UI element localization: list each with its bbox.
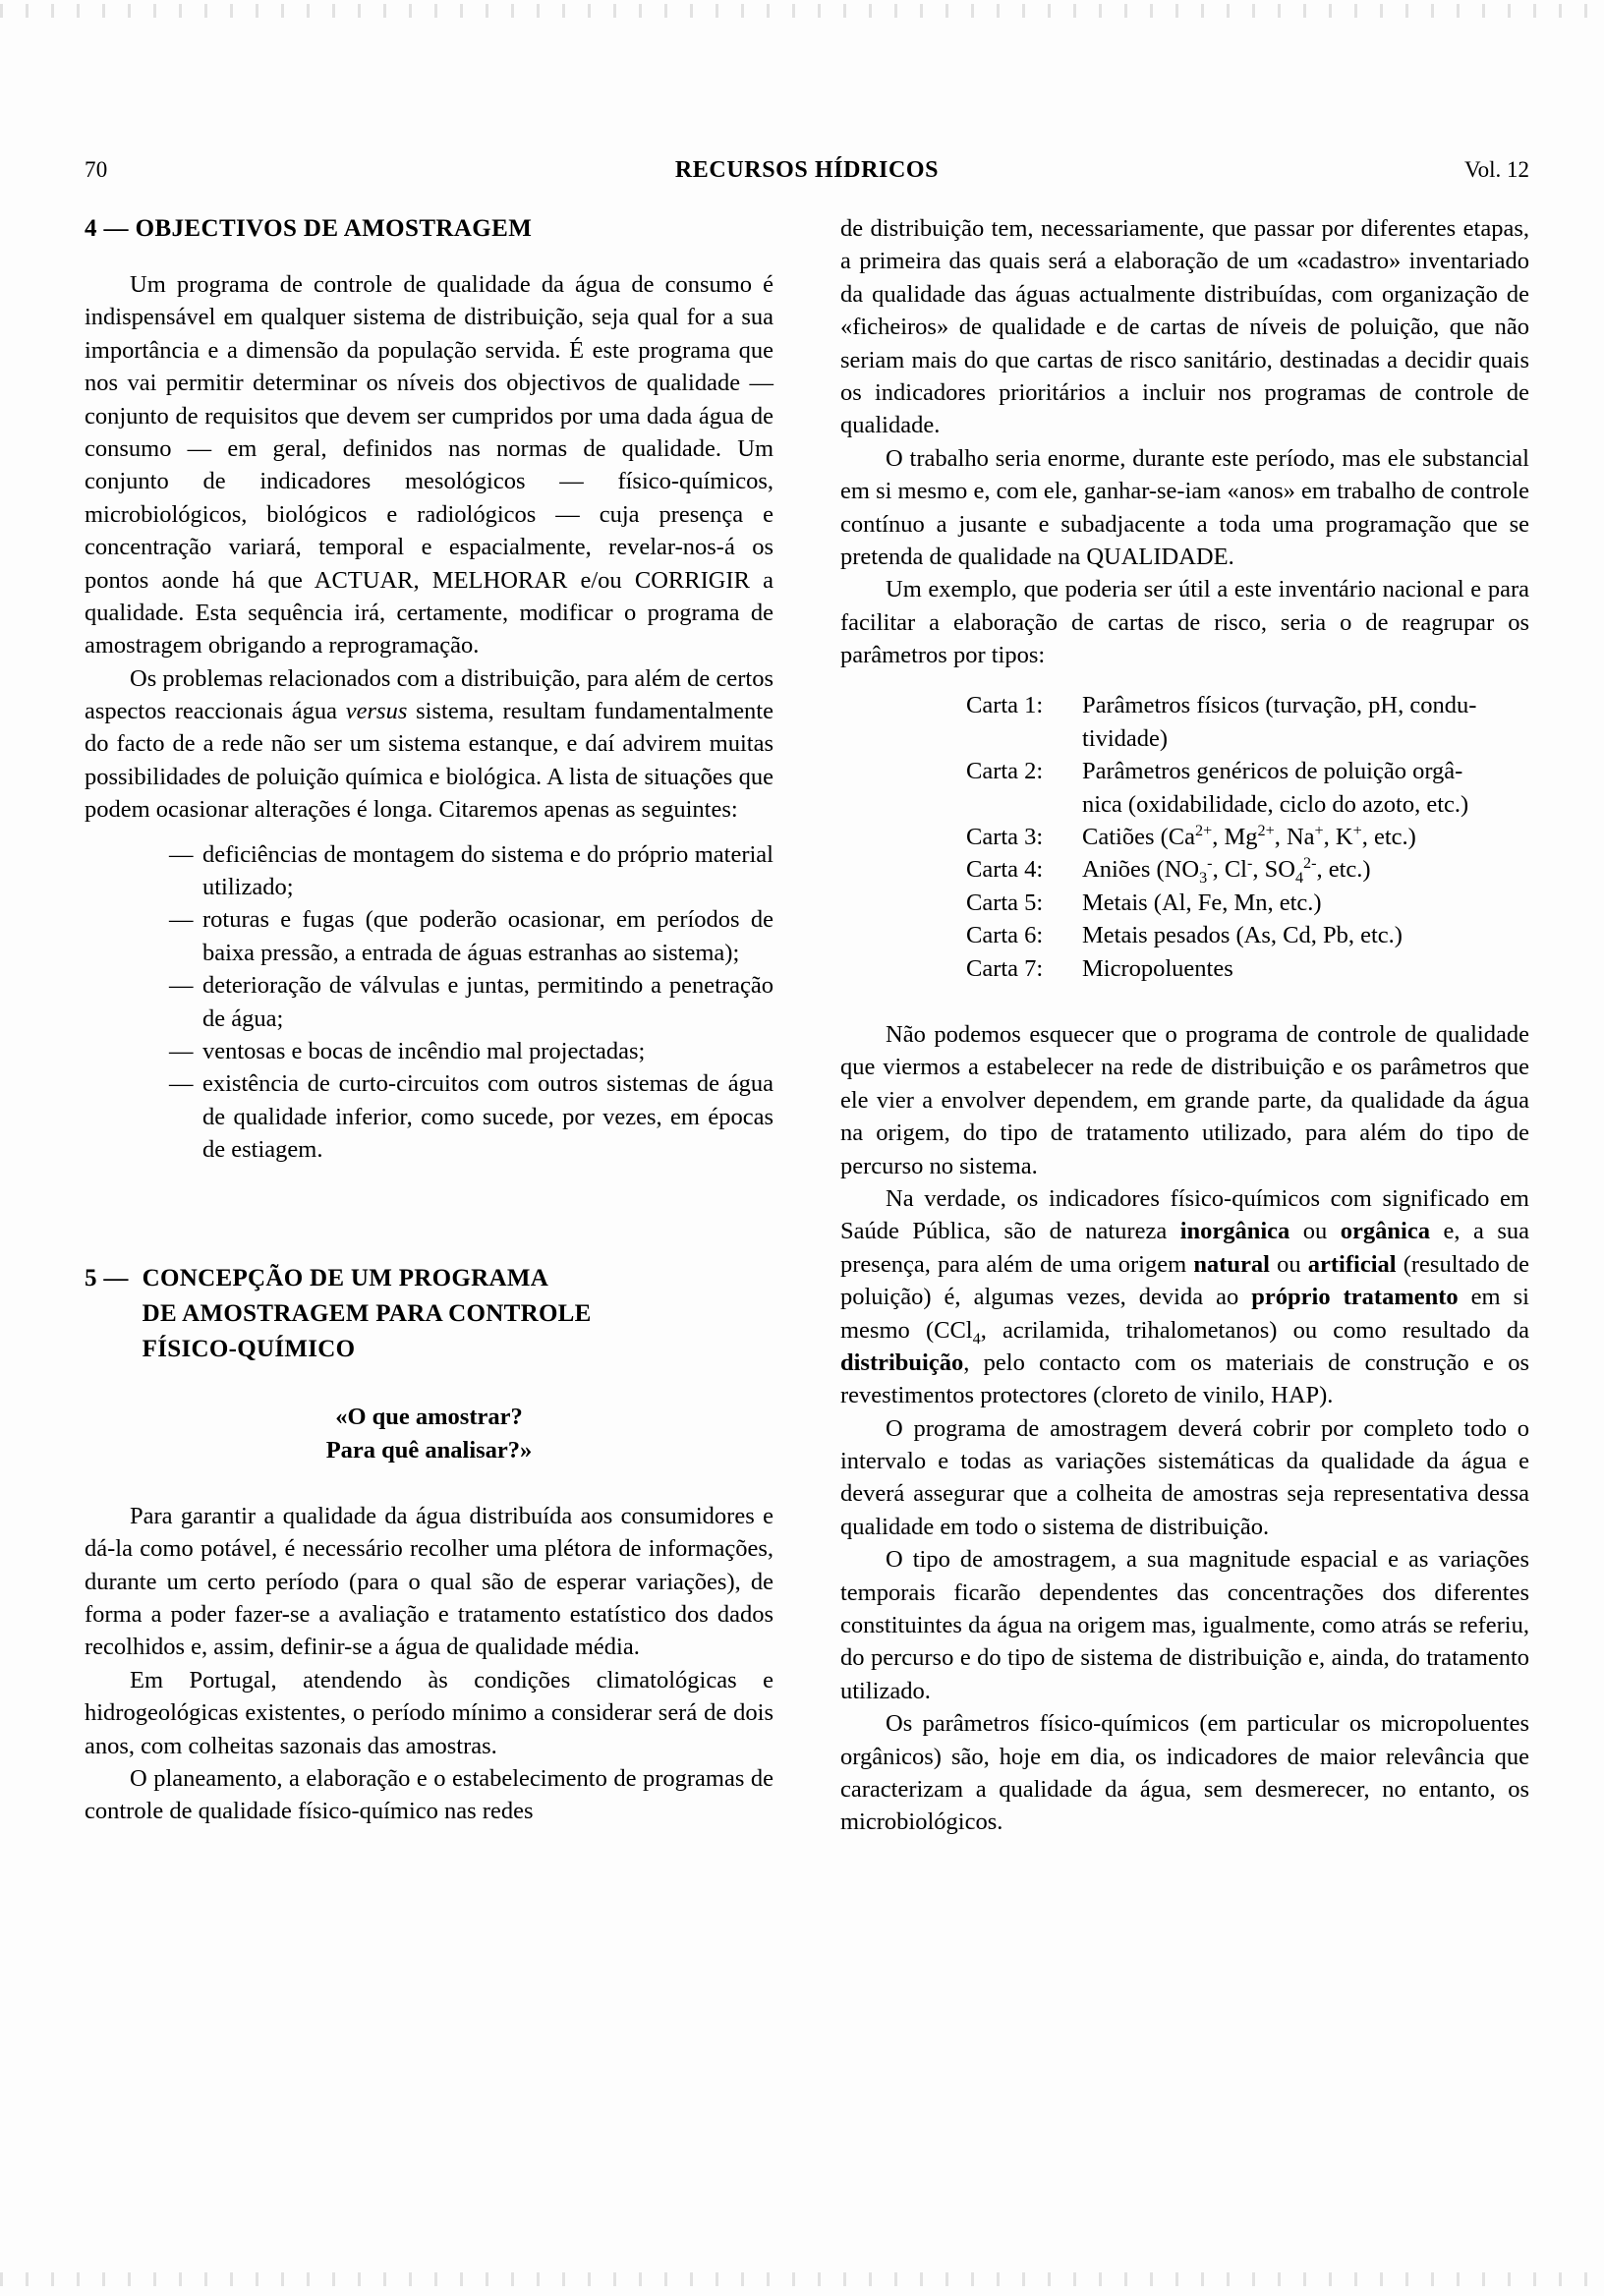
dash-marker: — [169, 1070, 194, 1098]
charge-superscript: 2- [1303, 855, 1317, 873]
carta-list [840, 689, 1529, 985]
section-5-title [143, 1261, 592, 1368]
carta-description: Micropoluentes [1082, 954, 1233, 982]
carta-description: Catiões ($Ca^{2+}$, $Mg^{2+}$, Na+, K+, etc.) [1082, 822, 1416, 851]
charge-superscript: + [1352, 822, 1362, 839]
list-item-text: ventosas e bocas de incêndio mal projectadas; [202, 1037, 646, 1064]
spacer [85, 1466, 773, 1500]
carta-item [966, 952, 1529, 985]
spacer [840, 671, 1529, 689]
dash-marker: — [169, 840, 194, 868]
list-item-text: roturas e fugas (que poderão ocasionar, em períodos de baixa pressão, a entrada de águas estranhas ao sistema); [202, 906, 773, 966]
r5-text-2: ou [1289, 1218, 1341, 1245]
carta-item [966, 919, 1529, 951]
carta-description [1082, 755, 1529, 821]
page-number: 70 [85, 157, 108, 182]
formula-subscript: 4 [1294, 870, 1304, 888]
list-item [169, 1067, 773, 1166]
quoted-subtitle-line-1: «O que amostrar? [335, 1404, 523, 1431]
carta-label: Carta 4: [966, 856, 1044, 884]
quoted-subtitle-line-2: Para quê analisar?» [325, 1436, 533, 1464]
r5-bold-artificial: artificial [1307, 1250, 1397, 1278]
r5-text-5: (resultado de poluição) é, algumas vezes, devida ao [840, 1250, 1529, 1311]
r5-bold-natural: natural [1193, 1250, 1270, 1278]
carta-description-line-2: nica (oxidabilidade, ciclo do azoto, etc.) [1082, 790, 1469, 818]
dash-marker: — [169, 1037, 194, 1064]
paragraph-r3: Um exemplo, que poderia ser útil a este inventário nacional e para facilitar a elaboração de cartas de risco, seria o de reagrupar os parâmetros por tipos: [840, 576, 1529, 669]
section-5-title-line-3: FÍSICO-QUÍMICO [142, 1336, 356, 1363]
charge-superscript: - [1246, 855, 1253, 873]
r5-bold-distribuicao: distribuição [840, 1349, 964, 1376]
paragraph-l2-italic: versus [345, 698, 408, 725]
left-column [85, 212, 773, 1839]
volume-label: Vol. 12 [1463, 157, 1529, 182]
paragraph-r1: de distribuição tem, necessariamente, que passar por diferentes etapas, a primeira das quais será a elaboração de um «cadastro» inventariado da qualidade das águas actualmente distribuídas, com organização de «ficheiros» de qualidade e de cartas de níveis de poluição, que não seriam mais do que cartas de risco sanitário, destinadas a decidir quais os indicadores prioritários a incluir nos programas de controle de qualidade. [840, 215, 1529, 439]
carta-label: Carta 3: [966, 824, 1044, 851]
list-item [169, 838, 773, 904]
carta-label: Carta 7: [966, 954, 1044, 982]
problem-list [85, 838, 773, 1167]
section-5-title-line-2: DE AMOSTRAGEM PARA CONTROLE [142, 1299, 592, 1327]
charge-superscript: 2+ [1195, 822, 1213, 839]
section-4-title: OBJECTIVOS DE AMOSTRAGEM [135, 215, 533, 242]
charge-superscript: - [1207, 855, 1213, 873]
r5-text-1: Na verdade, os indicadores físico-químicos com significado em Saúde Pública, são de natureza [840, 1184, 1529, 1245]
formula-subscript: 4 [972, 1330, 981, 1348]
carta-description [1082, 689, 1529, 755]
paragraph-r7: O tipo de amostragem, a sua magnitude espacial e as variações temporais ficarão dependentes das concentrações dos diferentes constituintes da água na origem mas, igualmente, como atrás se referiu, do percurso e do tipo de sistema de distribuição e, ainda, do tratamento utilizado. [840, 1546, 1529, 1704]
scan-artifact-bottom [0, 2272, 1604, 2286]
carta-description: Metais (Al, Fe, Mn, etc.) [1082, 889, 1322, 916]
carta-description-line-2: tividade) [1082, 724, 1169, 752]
paragraph-r2: O trabalho seria enorme, durante este período, mas ele substancial em si mesmo e, com ele, ganhar-se-iam «anos» em trabalho de controle contínuo a jusante e subadjacente a toda uma programação que se pretenda de qualidade na QUALIDADE. [840, 444, 1529, 570]
list-item [169, 969, 773, 1035]
r5-text-7: , acrilamida, trihalometanos) ou como resultado da [980, 1316, 1529, 1344]
r5-bold-proprio-tratamento: próprio tratamento [1251, 1284, 1459, 1311]
charge-superscript: + [1314, 822, 1324, 839]
section-5-number: 5 — [85, 1264, 129, 1292]
dash-marker: — [169, 972, 194, 1000]
section-heading-4 [85, 212, 773, 245]
r5-text-3: e, a sua presença, para além de uma origem [840, 1218, 1529, 1278]
dash-marker: — [169, 906, 194, 934]
carta-item [966, 755, 1529, 821]
running-head [85, 157, 1529, 191]
list-item [169, 903, 773, 969]
carta-item [966, 689, 1529, 755]
carta-item [966, 887, 1529, 919]
formula-subscript: 3 [1199, 870, 1208, 888]
two-column-body [85, 212, 1529, 1839]
carta-label: Carta 5: [966, 889, 1044, 916]
carta-label: Carta 6: [966, 922, 1044, 949]
spacer [840, 985, 1529, 1018]
carta-item [966, 821, 1529, 853]
paragraph-r4: Não podemos esquecer que o programa de controle de qualidade que viermos a estabelecer na rede de distribuição e os parâmetros que ele vier a envolver dependem, em grande parte, da qualidade da água na origem, do tipo de tratamento utilizado, para além do tipo de percurso no sistema. [840, 1020, 1529, 1179]
paragraph-l4: Em Portugal, atendendo às condições climatológicas e hidrogeológicas existentes, o período mínimo a considerar será de dois anos, com colheitas sazonais das amostras. [85, 1666, 773, 1759]
list-item-text: existência de curto-circuitos com outros sistemas de água de qualidade inferior, como sucede, por vezes, em épocas de estiagem. [202, 1070, 773, 1164]
carta-label: Carta 1: [966, 692, 1044, 719]
paragraph-l2-pre: Os problemas relacionados com a distribuição, para além de certos aspectos reaccionais água [85, 664, 773, 725]
paragraph-r5 [840, 1182, 1529, 1412]
spacer [85, 1367, 773, 1401]
right-column [840, 212, 1529, 1839]
r5-text-8: , pelo contacto com os materiais de construção e os revestimentos protectores (cloreto de vinilo, HAP). [840, 1349, 1529, 1409]
paragraph-r8: Os parâmetros físico-químicos (em particular os micropoluentes orgânicos) são, hoje em dia, os indicadores de maior relevância que caracterizam a qualidade da água, sem desmerecer, no entanto, os microbiológicos. [840, 1710, 1529, 1836]
section-heading-5 [85, 1261, 773, 1368]
list-item-text: deficiências de montagem do sistema e do próprio material utilizado; [202, 840, 773, 901]
paragraph-l3: Para garantir a qualidade da água distribuída aos consumidores e dá-la como potável, é necessário recolher uma plétora de informações, durante um certo período (para o qual são de esperar variações), de forma a poder fazer-se a avaliação e tratamento estatístico dos dados recolhidos e, assim, definir-se a água de qualidade média. [85, 1502, 773, 1661]
paragraph-l2-post: sistema, resultam fundamentalmente do facto de a rede não ser um sistema estanque, e daí advirem muitas possibilidades de poluição química e biológica. A lista de situações que podem ocasionar alterações é longa. Citaremos apenas as seguintes: [85, 698, 773, 824]
paragraph-l5: O planeamento, a elaboração e o estabelecimento de programas de controle de qualidade físico-químico nas redes [85, 1765, 773, 1825]
carta-description: Aniões ($NO_3^-$, Cl-, $SO_4^{2-}$, etc.) [1082, 855, 1371, 888]
section-5-title-line-1: CONCEPÇÃO DE UM PROGRAMA [142, 1264, 549, 1292]
paragraph-l2 [85, 662, 773, 827]
carta-item [966, 853, 1529, 886]
r5-text-6: em si mesmo (CCl [840, 1284, 1529, 1344]
r5-bold-organica: orgânica [1340, 1218, 1430, 1245]
paragraph-l1: Um programa de controle de qualidade da água de consumo é indispensável em qualquer sistema de distribuição, seja qual for a sua importância e a dimensão da população servida. É este programa que nos vai permitir determinar os níveis dos objectivos de qualidade — conjunto de requisitos que devem ser cumpridos por uma dada água de consumo — em geral, definidos nas normas de qualidade. Um conjunto de indicadores mesológicos — físico-químicos, microbiológicos, biológicos e radiológicos — cuja presença e concentração variará, temporal e espacialmente, revelar-nos-á os pontos aonde há que ACTUAR, MELHORAR e/ou CORRIGIR a qualidade. Esta sequência irá, certamente, modificar o programa de amostragem obrigando a reprogramação. [85, 271, 773, 660]
carta-description-line-1: Parâmetros genéricos de poluição orgâ- [1082, 758, 1463, 785]
r5-bold-inorganica: inorgânica [1179, 1218, 1290, 1245]
r5-text-4: ou [1269, 1250, 1308, 1278]
section-4-number: 4 — [85, 215, 129, 242]
charge-superscript: 2+ [1257, 822, 1275, 839]
carta-description-line-1: Parâmetros físicos (turvação, pH, condu- [1082, 692, 1477, 719]
paragraph-r6: O programa de amostragem deverá cobrir por completo todo o intervalo e todas as variações sistemáticas da qualidade da água e deverá assegurar que a colheita de amostras seja representativa dessa qualidade em todo o sistema de distribuição. [840, 1414, 1529, 1540]
journal-title: RECURSOS HÍDRICOS [674, 157, 940, 183]
list-item [169, 1035, 773, 1067]
carta-label: Carta 2: [966, 758, 1044, 785]
list-item-text: deterioração de válvulas e juntas, permitindo a penetração de água; [202, 972, 773, 1032]
carta-description: Metais pesados (As, Cd, Pb, etc.) [1082, 922, 1403, 949]
spacer [85, 1167, 773, 1261]
scan-artifact-top [0, 4, 1604, 18]
